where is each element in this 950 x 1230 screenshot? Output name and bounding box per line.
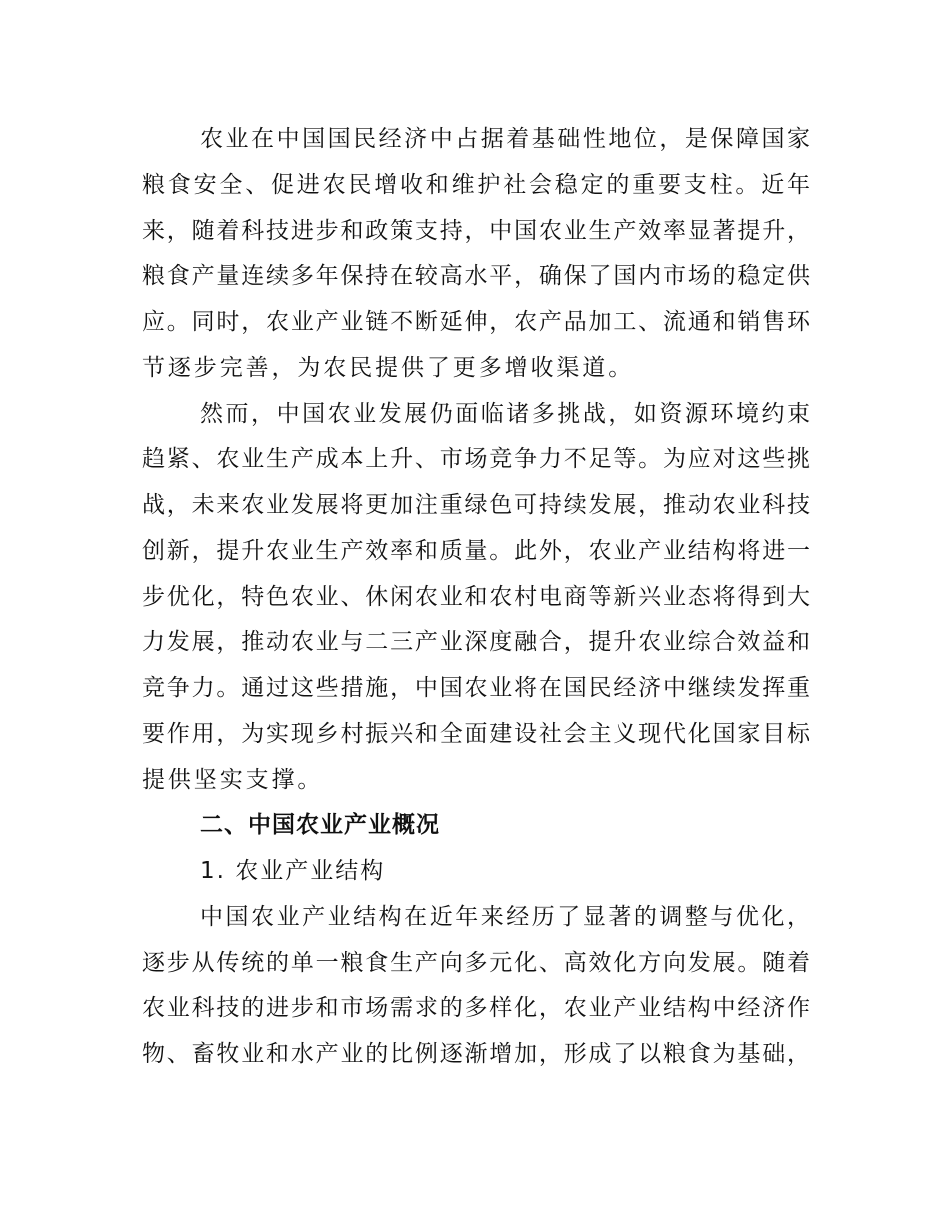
paragraph-line: 提供坚实支撑。 (142, 766, 324, 793)
paragraph-line: 中国农业产业结构在近年来经历了显著的调整与优化， (200, 903, 810, 930)
document-body (142, 120, 810, 1081)
paragraph (142, 898, 810, 1073)
paragraph-line: 战，未来农业发展将更加注重绿色可持续发展，推动农业科技 (142, 492, 810, 518)
paragraph-line: 趋紧、农业生产成本上升、市场竞争力不足等。为应对这些挑 (142, 446, 810, 473)
paragraph-line: 粮食产量连续多年保持在较高水平，确保了国内市场的稳定供 (142, 263, 810, 290)
paragraph-line: 步优化，特色农业、休闲农业和农村电商等新兴业态将得到大 (142, 583, 810, 610)
paragraph-line: 竞争力。通过这些措施，中国农业将在国民经济中继续发挥重 (142, 675, 810, 701)
paragraph-line: 创新，提升农业生产效率和质量。此外，农业产业结构将进一 (142, 537, 810, 564)
section-heading: 二、中国农业产业概况 (200, 812, 440, 839)
paragraph-line: 物、畜牧业和水产业的比例逐渐增加，形成了以粮食为基础， (142, 1041, 810, 1067)
paragraph-line: 逐步从传统的单一粮食生产向多元化、高效化方向发展。随着 (142, 949, 810, 976)
paragraph-line: 农业科技的进步和市场需求的多样化，农业产业结构中经济作 (142, 995, 810, 1022)
subsection-heading: 1. 农业产业结构 (200, 858, 386, 884)
paragraph-line: 要作用，为实现乡村振兴和全面建设社会主义现代化国家目标 (142, 720, 810, 747)
paragraph-line: 力发展，推动农业与二三产业深度融合，提升农业综合效益和 (142, 629, 810, 656)
paragraph-line: 农业在中国国民经济中占据着基础性地位，是保障国家 (200, 126, 810, 152)
paragraph-line: 节逐步完善，为农民提供了更多增收渠道。 (142, 354, 635, 381)
paragraph-line: 应。同时，农业产业链不断延伸，农产品加工、流通和销售环 (142, 309, 810, 335)
paragraph (142, 395, 810, 799)
paragraph (142, 120, 810, 387)
paragraph-line: 然而，中国农业发展仍面临诸多挑战，如资源环境约束 (200, 400, 810, 427)
paragraph-line: 来，随着科技进步和政策支持，中国农业生产效率显著提升， (142, 217, 810, 244)
paragraph-line: 粮食安全、促进农民增收和维护社会稳定的重要支柱。近年 (142, 171, 810, 198)
